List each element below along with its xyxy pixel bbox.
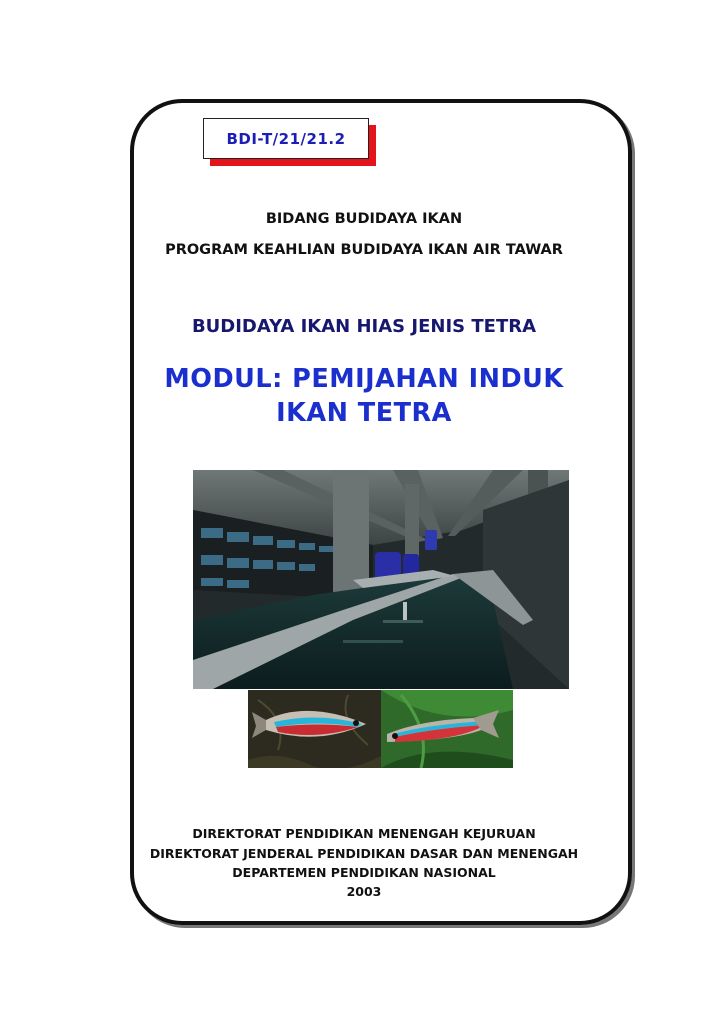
program-heading: PROGRAM KEAHLIAN BUDIDAYA IKAN AIR TAWAR [165,242,563,258]
module-code-badge: BDI-T/21/21.2 [203,118,369,159]
field-heading: BIDANG BUDIDAYA IKAN [265,211,463,227]
module-title-line-1: MODUL: PEMIJAHAN INDUK [164,364,564,394]
subject-heading: BUDIDAYA IKAN HIAS JENIS TETRA [191,316,537,337]
tetra-fish-photo-right [381,690,513,768]
module-title-line-2: IKAN TETRA [276,398,452,428]
footer-line-2: DIREKTORAT JENDERAL PENDIDIKAN DASAR DAN MENENGAH [149,846,579,861]
footer-line-3: DEPARTEMEN PENDIDIKAN NASIONAL [232,865,496,880]
footer-year: 2003 [346,884,382,899]
tetra-fish-photo-left [248,690,381,768]
footer-line-1: DIREKTORAT PENDIDIKAN MENENGAH KEJURUAN [192,826,536,841]
hatchery-photo [193,470,569,689]
